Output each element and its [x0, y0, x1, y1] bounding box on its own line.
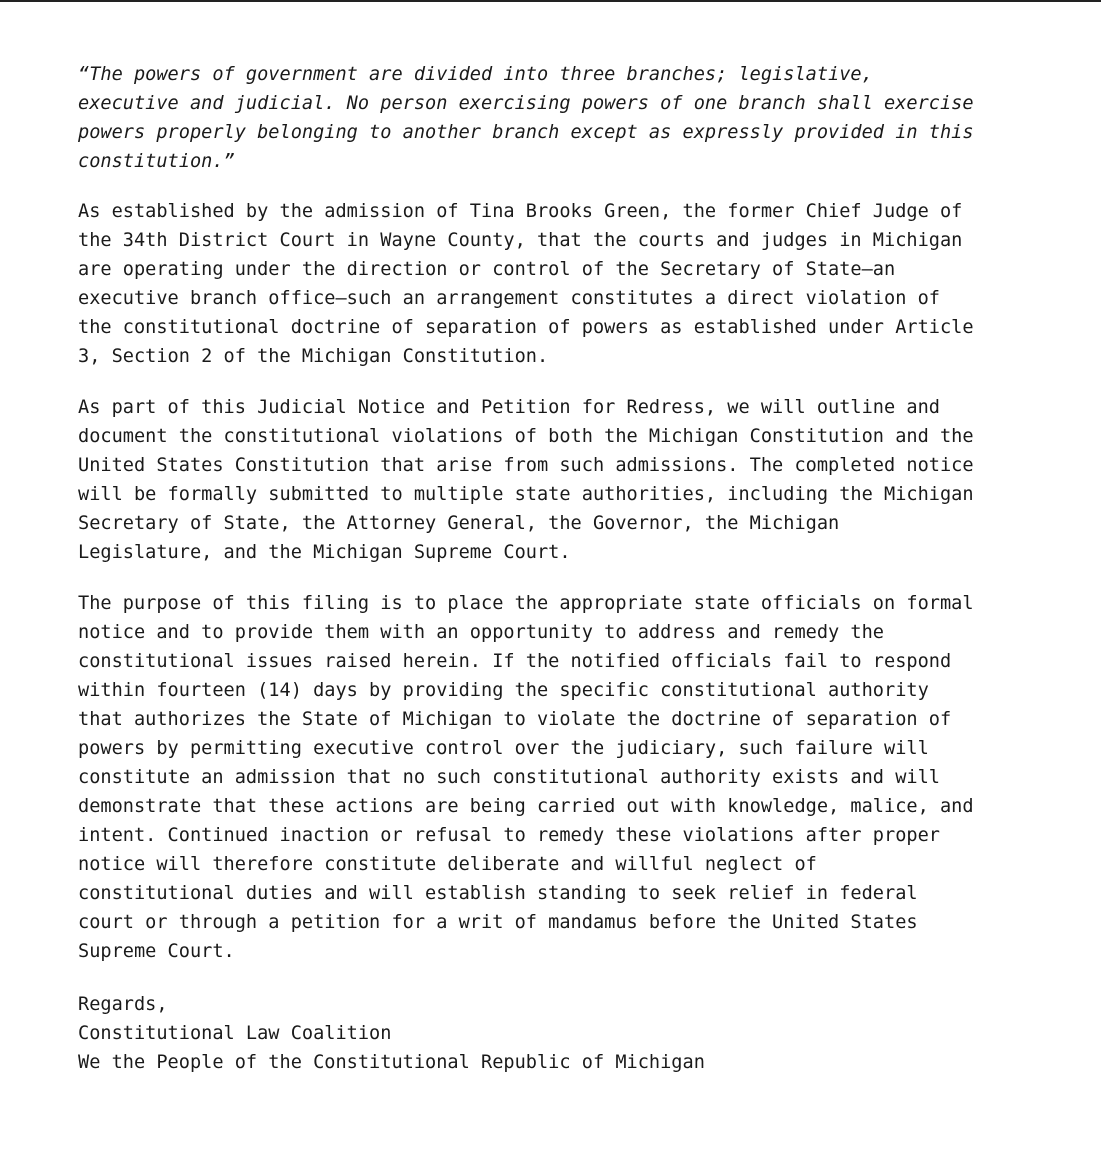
paragraph-admission: [78, 197, 1078, 371]
paragraph-line: As established by the admission of Tina Brooks Green, the former Chief Judge of: [78, 201, 963, 222]
constitution-quote: [78, 60, 1078, 176]
paragraph-line: executive branch office—such an arrangement constitutes a direct violation of: [78, 288, 940, 309]
paragraph-line: court or through a petition for a writ of mandamus before the United States: [78, 912, 918, 933]
paragraph-line: will be formally submitted to multiple state authorities, including the Michigan: [78, 484, 974, 505]
paragraph-line: Secretary of State, the Attorney General, the Governor, the Michigan: [78, 513, 840, 534]
paragraph-purpose: [78, 589, 1078, 966]
quote-line: powers properly belonging to another branch except as expressly provided in this: [78, 122, 974, 143]
paragraph-line: notice and to provide them with an opportunity to address and remedy the: [78, 622, 884, 643]
quote-line: constitution.”: [78, 151, 235, 172]
paragraph-line: document the constitutional violations of both the Michigan Constitution and the: [78, 426, 974, 447]
paragraph-line: intent. Continued inaction or refusal to remedy these violations after proper: [78, 825, 940, 846]
paragraph-line: constitutional duties and will establish standing to seek relief in federal: [78, 883, 918, 904]
paragraph-line: the 34th District Court in Wayne County, that the courts and judges in Michigan: [78, 230, 963, 251]
signature-closing: Regards,: [78, 994, 168, 1015]
signature-subtitle: We the People of the Constitutional Republic of Michigan: [78, 1052, 705, 1073]
paragraph-line: demonstrate that these actions are being carried out with knowledge, malice, and: [78, 796, 974, 817]
paragraph-line: are operating under the direction or control of the Secretary of State—an: [78, 259, 896, 280]
document-body: [78, 60, 1078, 1077]
signature-block: [78, 990, 1078, 1077]
paragraph-petition: [78, 393, 1078, 567]
paragraph-line: As part of this Judicial Notice and Petition for Redress, we will outline and: [78, 397, 940, 418]
paragraph-line: powers by permitting executive control over the judiciary, such failure will: [78, 738, 929, 759]
paragraph-line: 3, Section 2 of the Michigan Constitution.: [78, 346, 549, 367]
paragraph-line: notice will therefore constitute deliberate and willful neglect of: [78, 854, 817, 875]
paragraph-line: the constitutional doctrine of separation of powers as established under Article: [78, 317, 974, 338]
quote-line: “The powers of government are divided into three branches; legislative,: [78, 64, 873, 85]
paragraph-line: constitutional issues raised herein. If the notified officials fail to respond: [78, 651, 952, 672]
paragraph-line: that authorizes the State of Michigan to violate the doctrine of separation of: [78, 709, 952, 730]
paragraph-line: Legislature, and the Michigan Supreme Court.: [78, 542, 571, 563]
paragraph-line: The purpose of this filing is to place the appropriate state officials on formal: [78, 593, 974, 614]
signature-organization: Constitutional Law Coalition: [78, 1023, 392, 1044]
paragraph-line: Supreme Court.: [78, 941, 235, 962]
paragraph-line: United States Constitution that arise from such admissions. The completed notice: [78, 455, 974, 476]
top-border-line: [0, 0, 1101, 2]
paragraph-line: within fourteen (14) days by providing the specific constitutional authority: [78, 680, 929, 701]
paragraph-line: constitute an admission that no such constitutional authority exists and will: [78, 767, 940, 788]
quote-line: executive and judicial. No person exercising powers of one branch shall exercise: [78, 93, 974, 114]
